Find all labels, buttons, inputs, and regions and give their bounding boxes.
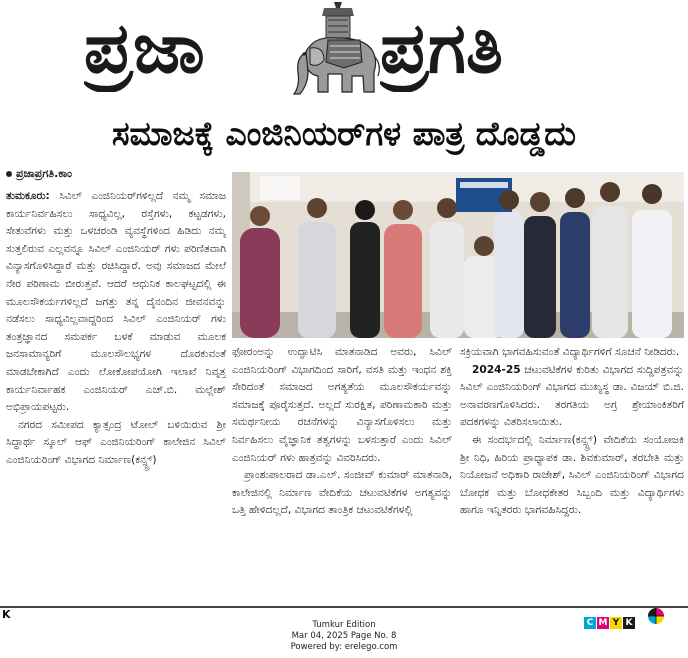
date-page-label: Mar 04, 2025 Page No. 8 — [291, 631, 397, 641]
article-column-3 — [460, 344, 684, 606]
cmyk-color-bar — [584, 610, 636, 628]
edition-label: Tumkur Edition — [312, 620, 376, 630]
bullet-icon — [6, 171, 12, 177]
article-column-2 — [232, 344, 452, 606]
cmyk-k: K — [623, 617, 635, 629]
article-column-1 — [6, 188, 226, 602]
year-lead: 2024-25 — [472, 363, 521, 376]
cmyk-m: M — [598, 618, 608, 628]
footer-edition-info — [244, 620, 444, 653]
masthead-title-right: ಪ್ರಗತಿ — [380, 6, 503, 89]
powered-by-label: Powered by: erelego.com — [290, 642, 398, 652]
paragraph-text: ಸಿವಿಲ್ ಎಂಜಿನಿಯರ್‌ಗಳಿಲ್ಲದೆ ನಮ್ಮ ಸಮಾಜ ಕಾರ್ಯನಿರ್ವಹಿಸಲು ಸಾಧ್ಯವಿಲ್ಲ, ರಸ್ತೆಗಳು, ಕಟ್ಟಡಗಳು, ಸೇತುವೆಗಳು ಮತ್ತು ಒಳಚರಂಡಿ ವ್ಯವಸ್ಥೆಗಳಿಂದ ಹಿಡಿದು ನಮ್ಮ ಸುತ್ತಲಿರುವ ಎಲ್ಲವನ್ನೂ ಸಿವಿಲ್ ಎಂಜಿನಿಯರ್ ಗಳು ಪರಿಣಿತವಾಗಿ ವಿನ್ಯಾಸಗೊಳಿಸಿದ್ದಾರೆ ಮತ್ತು ರಚಿಸಿದ್ದಾರೆ. ಅವು ಸಮಾಜದ ಮೇಲೆ ನೇರ ಪರಿಣಾಮ ಬೀರುತ್ತವೆ. ಆದರೆ ಆಧುನಿಕ ಕಾಲಘಟ್ಟದಲ್ಲಿ ಈ ಮೂಲಸೌಕರ್ಯಗಳಿಲ್ಲದೆ ಜಗತ್ತು ತನ್ನ ದೈನಂದಿನ ಜೀವನವನ್ನು ನಡೆಸಲು ಸಾಧ್ಯವಿಲ್ಲವಾದ್ದರಿಂದ ಸಿವಿಲ್ ಎಂಜಿನಿಯರ್ ಗಳು ತಂತ್ರಜ್ಞಾನದ ಸಮಪರ್ಕ ಬಳಕೆ ಮಾಡುವ ಮೂಲಕ ಜನಸಾಮಾನ್ಯರಿಗೆ ಮೂಲಸೌಲಭ್ಯಗಳ ದೊರಕುವಂತೆ ಮಾಡಬೇಕಾಗಿದೆ ಎಂದು ಲೋಕೋಪಯೋಗಿ ಇಲಾಖೆ ನಿವೃತ್ತ ಕಾರ್ಯನಿರ್ವಾಹಕ ಎಂಜಿನಿಯರ್ ಎಚ್.ಬಿ. ಮಲ್ಲೇಶ್ ಅಭಿಪ್ರಾಯಪಟ್ಟರು. — [6, 190, 226, 414]
byline-text: ಪ್ರಜಾಪ್ರಗತಿ.ಕಾಂ — [16, 167, 73, 180]
byline — [6, 166, 72, 182]
dateline: ತುಮಕೂರು: — [6, 190, 50, 202]
article-paragraph: ಫೋರಂಅನ್ನು ಉದ್ಘಾಟಿಸಿ ಮಾತನಾಡಿದ ಅವರು, ಸಿವಿಲ್ ಎಂಜಿನಿಯರಿಂಗ್ ವಿಭಾಗದಿಂದ ಸಾರಿಗೆ, ವಸತಿ ಮತ್ತು ಇಂಧನ ಶಕ್ತಿ ಸೇರಿದಂತೆ ಸಮಾಜದ ಅಗತ್ಯತೆಯ ಮೂಲಸೌಕರ್ಯವನ್ನು ಸಮಾಜಕ್ಕೆ ಪೂರೈಸುತ್ತದೆ. ಅಲ್ಲದೆ ಸುರಕ್ಷಿತ, ಪರಿಣಾಮಕಾರಿ ಮತ್ತು ಸಮರ್ಥನೀಯ ರಚನೆಗಳನ್ನು ವಿನ್ಯಾಸಗೊಳಿಸಲು ಮತ್ತು ನಿರ್ವಹಿಸಲು ವೈಜ್ಞಾನಿಕ ತತ್ವಗಳನ್ನು ಬಳಸುತ್ತಾರೆ ಎಂದು ಸಿವಿಲ್ ಎಂಜಿನಿಯರ್ ಗಳು ಹಾತ್ರವನ್ನು ವಿವರಿಸಿದರು. — [232, 346, 452, 464]
cmyk-y: Y — [610, 617, 622, 629]
elephant-ambari-logo-icon — [288, 2, 388, 98]
masthead — [0, 0, 688, 100]
article-paragraph: ನಗರದ ಸಮೀಪದ ಕ್ಯಾತ್ಸಂದ್ರ ಟೋಲ್ ಬಳಿಯಿರುವ ಶ್ರೀ ಸಿದ್ಧಾರ್ಥ ಸ್ಕೂಲ್ ಆಫ್ ಎಂಜಿನಿಯರಿಂಗ್ ಕಾಲೇಜಿನ ಸಿವಿಲ್ ಎಂಜಿನಿಯರಿಂಗ್ ವಿಭಾಗದ ನಿರ್ಮಾಣ(ಕನ್ಸ್ಟ್ರ್) — [6, 418, 226, 466]
article-paragraph — [6, 188, 226, 417]
article-paragraph: ಪ್ರಾಂಶುಪಾಲರಾದ ಡಾ.ಎಲ್. ಸಂಜೀವ್ ಕುಮಾರ್ ಮಾತನಾಡಿ, ಕಾಲೇಜಿನಲ್ಲಿ ನಿರ್ಮಾಣ ವೇದಿಕೆಯ ಚಟುವಟಿಕೆಗಳ ಅಗತ್ಯವನ್ನು ಒತ್ತಿ ಹೇಳಿದಲ್ಲದೆ, ವಿಭಾಗದ ತಾಂತ್ರಿಕ ಚಟುವಟಿಕೆಗಳಲ್ಲಿ — [232, 469, 452, 517]
article-paragraph: ಈ ಸಂದರ್ಭದಲ್ಲಿ ನಿರ್ಮಾಣ(ಕನ್ಸ್ಟ್ರ್) ವೇದಿಕೆಯ ಸಂಯೋಜಕಿ ಶ್ರೀ ನಿಧಿ, ಹಿರಿಯ ಪ್ರಾಧ್ಯಾಪಕ ಡಾ. ಶಿವಕುಮಾರ್, ತರಬೇತಿ ಮತ್ತು ನಿಯೋಜನೆ ಅಧಿಕಾರಿ ರಾಜೇಶ್, ಸಿವಿಲ್ ಎಂಜಿನಿಯರಿಂಗ್ ವಿಭಾಗದ ಬೋಧಕ ಮತ್ತು ಬೋಧಕೇತರ ಸಿಬ್ಬಂದಿ ಮತ್ತು ವಿದ್ಯಾರ್ಥಿಗಳು ಹಾಗೂ ಇನ್ನಿತರರು ಭಾಗವಹಿಸಿದ್ದರು. — [460, 433, 684, 517]
article-paragraph: ಸಕ್ರಿಯವಾಗಿ ಭಾಗವಹಿಸುವಂತೆ ವಿದ್ಯಾರ್ಥಿಗಳಿಗೆ ಸೂಚನೆ ನೀಡಿದರು. — [460, 346, 680, 358]
paragraph-text: ಚಟುವಟಿಕೆಗಳ ಕುರಿತು ವಿಭಾಗದ ಸುದ್ದಿಪತ್ರವನ್ನು ಸಿವಿಲ್ ಎಂಜಿನಿಯರಿಂಗ್ ವಿಭಾಗದ ಮುಖ್ಯಸ್ಥ ಡಾ. ವಿಜಯ್ ಬಿ.ಜಿ. ಅನಾವರಣಗೊಳಿಸಿದರು. ತರಗತಿಯ ಅಗ್ರ ಶ್ರೇಯಾಂಕಿತರಿಗೆ ಪದಕಗಳನ್ನು ವಿತರಿಸಲಾಯಿತು. — [460, 363, 684, 429]
footer-k-mark: K — [2, 608, 11, 621]
footer-divider — [0, 606, 688, 608]
cmyk-c: C — [584, 617, 596, 629]
registration-mark-icon — [648, 608, 664, 624]
masthead-title-left: ಪ್ರಜಾ — [84, 6, 206, 89]
article-paragraph — [460, 362, 684, 432]
article-headline: ಸಮಾಜಕ್ಕೆ ಎಂಜಿನಿಯರ್‌ಗಳ ಪಾತ್ರ ದೊಡ್ಡದು — [111, 114, 577, 153]
event-photo — [232, 172, 684, 338]
